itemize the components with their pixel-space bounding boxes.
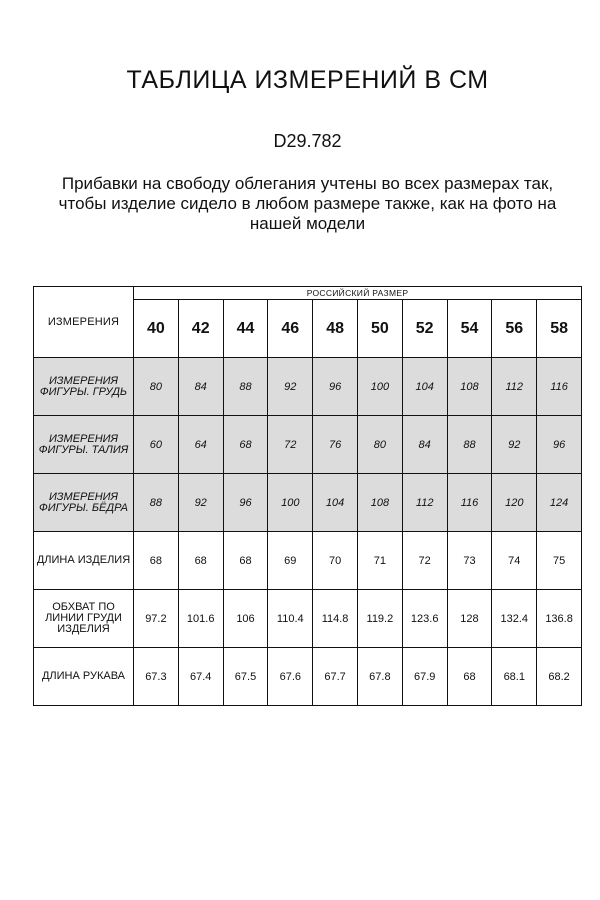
measurements-header: ИЗМЕРЕНИЯ <box>34 287 134 358</box>
table-cell: 124 <box>537 474 582 532</box>
table-cell: 84 <box>178 358 223 416</box>
table-cell: 123.6 <box>402 590 447 648</box>
table-cell: 74 <box>492 532 537 590</box>
table-cell: 68 <box>178 532 223 590</box>
row-label: ДЛИНА ИЗДЕЛИЯ <box>34 532 134 590</box>
table-cell: 67.3 <box>134 648 179 706</box>
size-table <box>33 286 582 706</box>
table-cell: 110.4 <box>268 590 313 648</box>
table-cell: 114.8 <box>313 590 358 648</box>
table-cell: 120 <box>492 474 537 532</box>
table-cell: 92 <box>492 416 537 474</box>
table-row <box>34 358 582 416</box>
table-cell: 92 <box>268 358 313 416</box>
table-cell: 67.8 <box>357 648 402 706</box>
table-cell: 101.6 <box>178 590 223 648</box>
table-cell: 68 <box>223 532 268 590</box>
table-cell: 67.9 <box>402 648 447 706</box>
row-label: ДЛИНА РУКАВА <box>34 648 134 706</box>
table-cell: 76 <box>313 416 358 474</box>
row-label: ОБХВАТ ПО ЛИНИИ ГРУДИ ИЗДЕЛИЯ <box>34 590 134 648</box>
table-cell: 80 <box>357 416 402 474</box>
table-cell: 72 <box>268 416 313 474</box>
fit-note: Прибавки на свободу облегания учтены во всех размерах так, чтобы изделие сидело в любом размере также, как на фото на нашей модели <box>58 174 557 233</box>
table-cell: 108 <box>447 358 492 416</box>
table-cell: 100 <box>268 474 313 532</box>
article-number: D29.782 <box>273 131 342 151</box>
size-header-cell: 48 <box>313 300 358 358</box>
table-cell: 67.7 <box>313 648 358 706</box>
table-cell: 68 <box>134 532 179 590</box>
row-label: ИЗМЕРЕНИЯ ФИГУРЫ. ГРУДЬ <box>34 358 134 416</box>
size-header-cell: 54 <box>447 300 492 358</box>
table-cell: 136.8 <box>537 590 582 648</box>
table-cell: 75 <box>537 532 582 590</box>
table-cell: 88 <box>134 474 179 532</box>
table-row <box>34 648 582 706</box>
table-cell: 112 <box>492 358 537 416</box>
russian-size-header: РОССИЙСКИЙ РАЗМЕР <box>134 287 582 300</box>
size-header-cell: 46 <box>268 300 313 358</box>
table-cell: 116 <box>537 358 582 416</box>
table-row <box>34 590 582 648</box>
table-cell: 67.4 <box>178 648 223 706</box>
size-header-cell: 56 <box>492 300 537 358</box>
table-cell: 96 <box>223 474 268 532</box>
table-row <box>34 474 582 532</box>
table-cell: 70 <box>313 532 358 590</box>
table-cell: 106 <box>223 590 268 648</box>
table-cell: 108 <box>357 474 402 532</box>
table-cell: 68.1 <box>492 648 537 706</box>
table-cell: 104 <box>313 474 358 532</box>
table-header-row <box>34 287 582 300</box>
size-header-cell: 50 <box>357 300 402 358</box>
table-cell: 68 <box>447 648 492 706</box>
size-header-cell: 52 <box>402 300 447 358</box>
table-cell: 73 <box>447 532 492 590</box>
table-cell: 119.2 <box>357 590 402 648</box>
table-cell: 80 <box>134 358 179 416</box>
table-cell: 84 <box>402 416 447 474</box>
size-header-cell: 44 <box>223 300 268 358</box>
row-label: ИЗМЕРЕНИЯ ФИГУРЫ. ТАЛИЯ <box>34 416 134 474</box>
table-cell: 104 <box>402 358 447 416</box>
table-cell: 60 <box>134 416 179 474</box>
table-cell: 67.6 <box>268 648 313 706</box>
table-cell: 72 <box>402 532 447 590</box>
table-cell: 96 <box>537 416 582 474</box>
table-cell: 132.4 <box>492 590 537 648</box>
table-cell: 96 <box>313 358 358 416</box>
table-cell: 68.2 <box>537 648 582 706</box>
table-cell: 71 <box>357 532 402 590</box>
table-cell: 64 <box>178 416 223 474</box>
table-cell: 68 <box>223 416 268 474</box>
table-cell: 67.5 <box>223 648 268 706</box>
table-row <box>34 416 582 474</box>
table-cell: 92 <box>178 474 223 532</box>
table-cell: 112 <box>402 474 447 532</box>
size-header-cell: 40 <box>134 300 179 358</box>
size-header-cell: 58 <box>537 300 582 358</box>
table-row <box>34 532 582 590</box>
table-cell: 88 <box>223 358 268 416</box>
row-label: ИЗМЕРЕНИЯ ФИГУРЫ. БЁДРА <box>34 474 134 532</box>
table-cell: 116 <box>447 474 492 532</box>
table-cell: 97.2 <box>134 590 179 648</box>
size-header-cell: 42 <box>178 300 223 358</box>
page-title: ТАБЛИЦА ИЗМЕРЕНИЙ В СМ <box>126 66 489 94</box>
table-cell: 88 <box>447 416 492 474</box>
table-cell: 69 <box>268 532 313 590</box>
table-cell: 100 <box>357 358 402 416</box>
table-cell: 128 <box>447 590 492 648</box>
